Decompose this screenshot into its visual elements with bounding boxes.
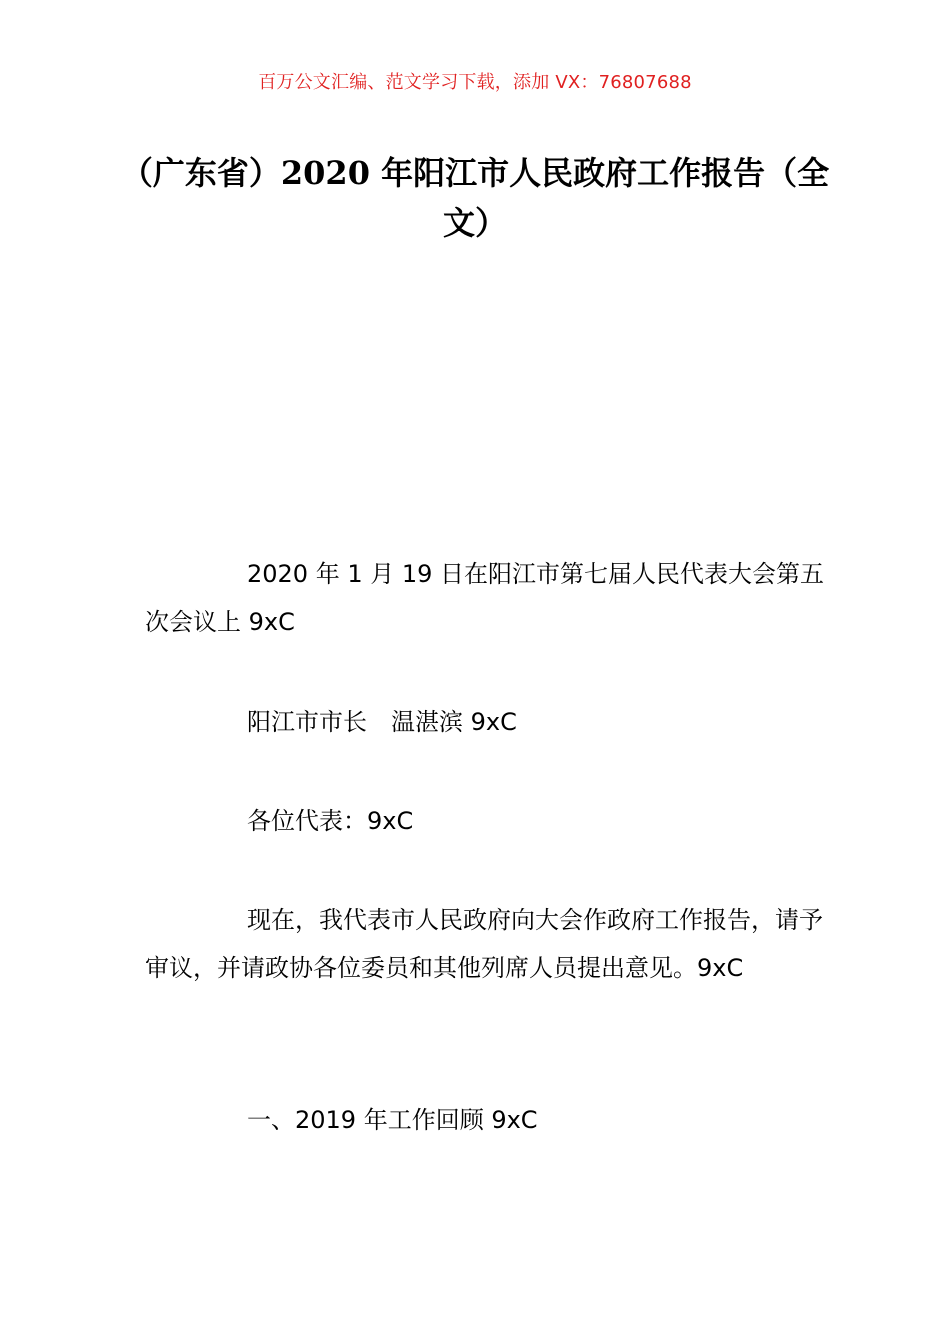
page-title: （广东省）2020 年阳江市人民政府工作报告（全文） bbox=[120, 154, 830, 242]
paragraph-salutation: 各位代表：9xC bbox=[247, 807, 414, 835]
section-heading: 一、2019 年工作回顾 9xC bbox=[247, 1106, 538, 1134]
paragraph-meeting-info: 2020 年 1 月 19 日在阳江市第七届人民代表大会第五次会议上 9xC bbox=[145, 560, 825, 636]
paragraph-speaker: 阳江市市长 温湛滨 9xC bbox=[247, 708, 517, 736]
paragraph-intro: 现在，我代表市人民政府向大会作政府工作报告，请予审议，并请政协各位委员和其他列席人员提出意见。9xC bbox=[145, 906, 823, 982]
header-note: 百万公文汇编、范文学习下载，添加 VX：76807688 bbox=[258, 72, 692, 93]
